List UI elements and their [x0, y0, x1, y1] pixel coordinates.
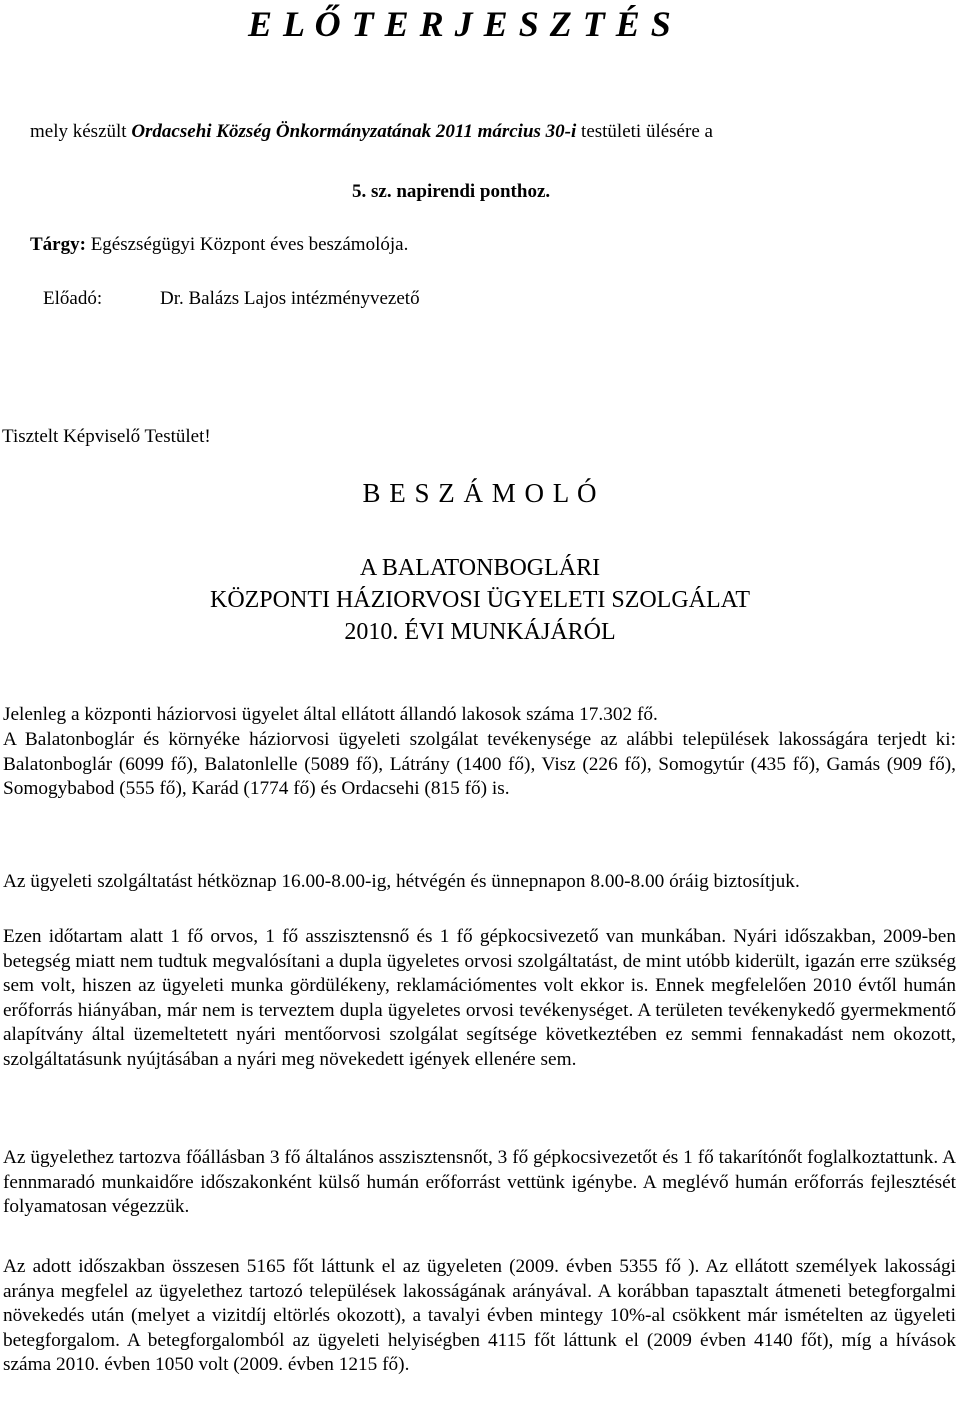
- report-title: B E S Z Á M O L Ó: [362, 478, 598, 508]
- subject-label: Tárgy:: [30, 234, 86, 255]
- agenda-line: 5. sz. napirendi ponthoz.: [352, 181, 551, 202]
- presenter-value: Dr. Balázs Lajos intézményvezető: [160, 288, 420, 309]
- paragraph-staffing: Ezen időtartam alatt 1 fő orvos, 1 fő asszisztensnő és 1 fő gépkocsivezető van munkában. Nyári időszakban, 2009-ben betegség miatt nem tudtuk megvalósítani a dupla ügyeletes orvosi szolgáltatást, de mint utóbb kiderült, igazán erre szükség sem volt, hiszen az ügyeleti munka gördülékeny, reklamációmentes volt ekkor is. Ennek megfelelően 2010 évtől humán erőforrás hiányában, már nem is terveztem dupla ügyeletes orvosi tevékenységet. A területen tevékenykedő gyermekmentő alapítvány által üzemeltetett nyári mentőorvosi szolgálat segítsége következtében ez semmi fennakadást nem okozott, szolgáltatásunk nyújtásában a nyári meg növekedett igények ellenére sem.: [3, 926, 956, 1070]
- presenter-label: Előadó:: [43, 288, 103, 309]
- paragraph-settlements: A Balatonboglár és környéke háziorvosi ügyeleti szolgálat tevékenysége az alábbi települések lakosságára terjedt ki: Balatonboglár (6099 fő), Balatonlelle (5089 fő), Látrány (1400 fő), Visz (226 fő), Somogytúr (435 fő), Gamás (909 fő), Somogybabod (555 fő), Karád (1774 fő) és Ordacsehi (815 fő) is.: [3, 729, 956, 800]
- report-subtitle-3: 2010. ÉVI MUNKÁJÁRÓL: [344, 619, 616, 645]
- report-subtitle-2: KÖZPONTI HÁZIORVOSI ÜGYELETI SZOLGÁLAT: [209, 587, 750, 613]
- intro-prefix: mely készült: [30, 121, 132, 142]
- report-subtitle-1: A BALATONBOGLÁRI: [359, 555, 601, 581]
- paragraph-residents: Jelenleg a központi háziorvosi ügyelet által ellátott állandó lakosok száma 17.302 fő.: [3, 704, 658, 725]
- intro-line: [30, 120, 713, 144]
- paragraph-employees: Az ügyelethez tartozva főállásban 3 fő általános asszisztensnőt, 3 fő gépkocsivezetőt és 1 fő takarítónőt foglalkoztattunk. A fennmaradó munkaidőre időszakonként külső humán erőforrást vettünk igénybe. A meglévő humán erőforrás fejlesztését folyamatosan végezzük.: [3, 1147, 956, 1218]
- intro-emphasis: Ordacsehi Község Önkormányzatának 2011 március 30-i: [131, 121, 577, 142]
- paragraph-statistics: Az adott időszakban összesen 5165 főt láttunk el az ügyeleten (2009. évben 5355 fő ). Az ellátott személyek lakossági aránya megfelel az ügyelethez tartozó települések lakosságának arányával. A korábban tapasztalt átmeneti betegforgalmi növekedés után (melyet a vizitdíj eltörlés okozott), a tavalyi évben mintegy 10%-al csökkent már ismételten az ügyeleti betegforgalom. A betegforgalomból az ügyeleti helyiségben 4115 főt láttunk el (2009 évben 4140 főt), míg a hívások száma 2010. évben 1050 volt (2009. évben 1215 fő).: [3, 1256, 956, 1376]
- subject-line: [30, 233, 408, 257]
- intro-suffix: testületi ülésére a: [576, 121, 713, 142]
- document-title: E L Ő T E R J E S Z T É S: [248, 4, 672, 44]
- paragraph-hours: Az ügyeleti szolgáltatást hétköznap 16.00-8.00-ig, hétvégén és ünnepnapon 8.00-8.00 óráig biztosítjuk.: [3, 871, 800, 892]
- subject-value: Egészségügyi Központ éves beszámolója.: [85, 234, 409, 255]
- salutation: Tisztelt Képviselő Testület!: [2, 426, 211, 447]
